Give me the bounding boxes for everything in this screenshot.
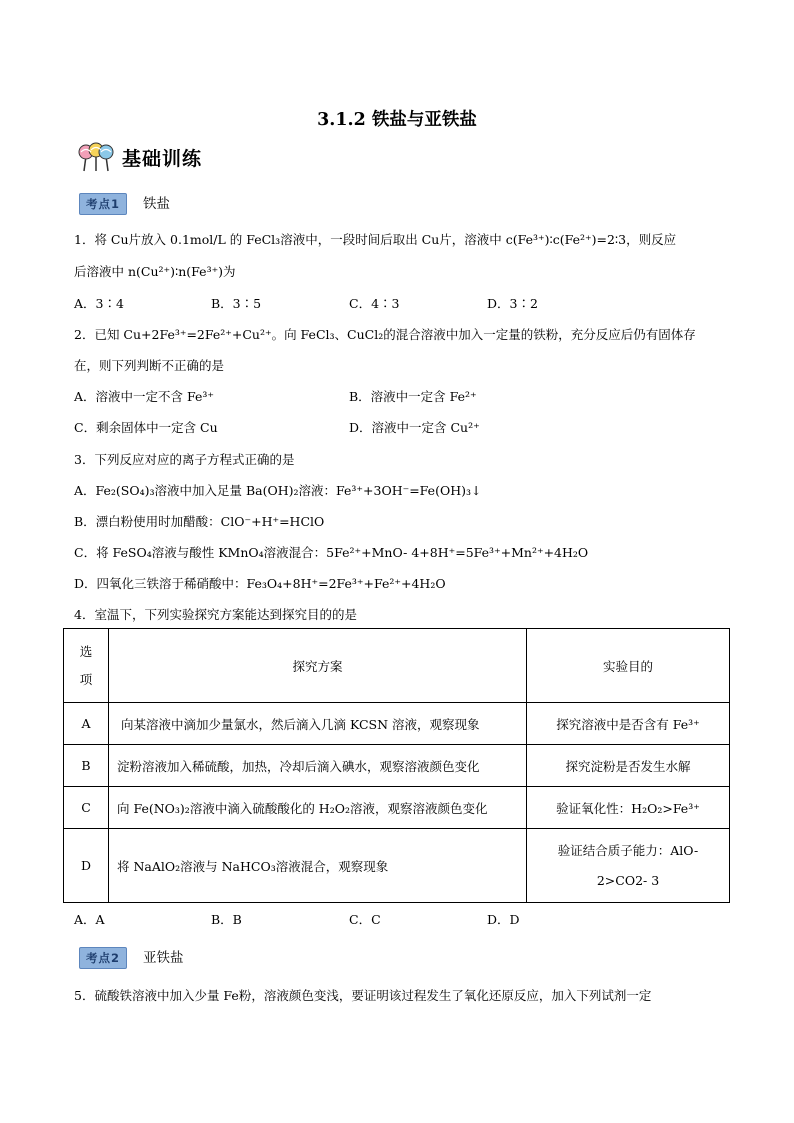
question-1-option-a: A．3∶4 — [74, 296, 124, 311]
row-scheme: 向 Fe(NO₃)₂溶液中滴入硫酸酸化的 H₂O₂溶液，观察溶液颜色变化 — [109, 787, 527, 829]
row-option: B — [64, 745, 109, 787]
row-purpose: 验证结合质子能力：AlO-2>CO2- 3 — [527, 829, 730, 903]
section-heading-1 — [79, 192, 170, 215]
row-purpose: 验证氧化性：H₂O₂>Fe³⁺ — [527, 787, 730, 829]
header-option: 选项 — [64, 629, 109, 703]
section-heading-2 — [79, 946, 184, 969]
page-title: 3.1.2 铁盐与亚铁盐 — [317, 110, 477, 130]
question-1-option-d: D．3∶2 — [487, 296, 538, 311]
question-4-option-b: B．B — [211, 912, 242, 927]
table-row — [64, 787, 730, 829]
question-1-line-1: 1．将 Cu片放入 0.1mol/L 的 FeCl₃溶液中，一段时间后取出 Cu片，溶液中 c(Fe³⁺)∶c(Fe²⁺)=2∶3，则反应 — [74, 232, 677, 247]
question-3-stem: 3．下列反应对应的离子方程式正确的是 — [74, 452, 295, 467]
row-purpose: 探究淀粉是否发生水解 — [527, 745, 730, 787]
banner-label: 基础训练 — [122, 147, 203, 170]
question-4-stem: 4．室温下，下列实验探究方案能达到探究目的的是 — [74, 607, 357, 622]
row-purpose: 探究溶液中是否含有 Fe³⁺ — [527, 703, 730, 745]
row-scheme: 将 NaAlO₂溶液与 NaHCO₃溶液混合，观察现象 — [109, 829, 527, 903]
table-row — [64, 829, 730, 903]
section-title: 铁盐 — [143, 196, 170, 212]
question-1-option-b: B．3∶5 — [211, 296, 262, 311]
question-4-option-c: C．C — [349, 912, 381, 927]
question-2-line-1: 2．已知 Cu+2Fe³⁺=2Fe²⁺+Cu²⁺。向 FeCl₃、CuCl₂的混合溶液中加入一定量的铁粉，充分反应后仍有固体存 — [74, 327, 696, 342]
row-scheme: 淀粉溶液加入稀硫酸，加热，冷却后滴入碘水，观察溶液颜色变化 — [109, 745, 527, 787]
question-2-option-b: B．溶液中一定含 Fe²⁺ — [349, 389, 477, 404]
table-row — [64, 703, 730, 745]
question-2-option-c: C．剩余固体中一定含 Cu — [74, 420, 218, 435]
experiment-table — [63, 628, 730, 903]
section-banner — [76, 142, 202, 172]
row-option: A — [64, 703, 109, 745]
row-option: C — [64, 787, 109, 829]
question-3-option-c: C．将 FeSO₄溶液与酸性 KMnO₄溶液混合：5Fe²⁺+MnO- 4+8H⁺=5Fe³⁺+Mn²⁺+4H₂O — [74, 545, 589, 560]
header-scheme: 探究方案 — [109, 629, 527, 703]
section-badge: 考点1 — [79, 193, 127, 215]
header-purpose: 实验目的 — [527, 629, 730, 703]
table-header-row — [64, 629, 730, 703]
table-row — [64, 745, 730, 787]
question-4-option-d: D．D — [487, 912, 520, 927]
section-title: 亚铁盐 — [143, 950, 184, 966]
question-5-line-1: 5．硫酸铁溶液中加入少量 Fe粉，溶液颜色变浅，要证明该过程发生了氧化还原反应，加入下列试剂一定 — [74, 988, 652, 1003]
question-1-option-c: C．4∶3 — [349, 296, 400, 311]
question-2-line-2: 在，则下列判断不正确的是 — [74, 358, 225, 373]
question-3-option-b: B．漂白粉使用时加醋酸：ClO⁻+H⁺=HClO — [74, 514, 325, 529]
question-2-option-d: D．溶液中一定含 Cu²⁺ — [349, 420, 480, 435]
row-option: D — [64, 829, 109, 903]
question-4-option-a: A．A — [74, 912, 105, 927]
question-3-option-d: D．四氧化三铁溶于稀硝酸中：Fe₃O₄+8H⁺=2Fe³⁺+Fe²⁺+4H₂O — [74, 576, 446, 591]
lollipop-icon — [76, 142, 116, 172]
section-badge: 考点2 — [79, 947, 127, 969]
question-2-option-a: A．溶液中一定不含 Fe³⁺ — [74, 389, 214, 404]
row-scheme: 向某溶液中滴加少量氯水，然后滴入几滴 KCSN 溶液，观察现象 — [109, 703, 527, 745]
question-3-option-a: A．Fe₂(SO₄)₃溶液中加入足量 Ba(OH)₂溶液：Fe³⁺+3OH⁻=Fe(OH)₃↓ — [74, 483, 482, 498]
question-1-line-2: 后溶液中 n(Cu²⁺)∶n(Fe³⁺)为 — [74, 264, 236, 279]
